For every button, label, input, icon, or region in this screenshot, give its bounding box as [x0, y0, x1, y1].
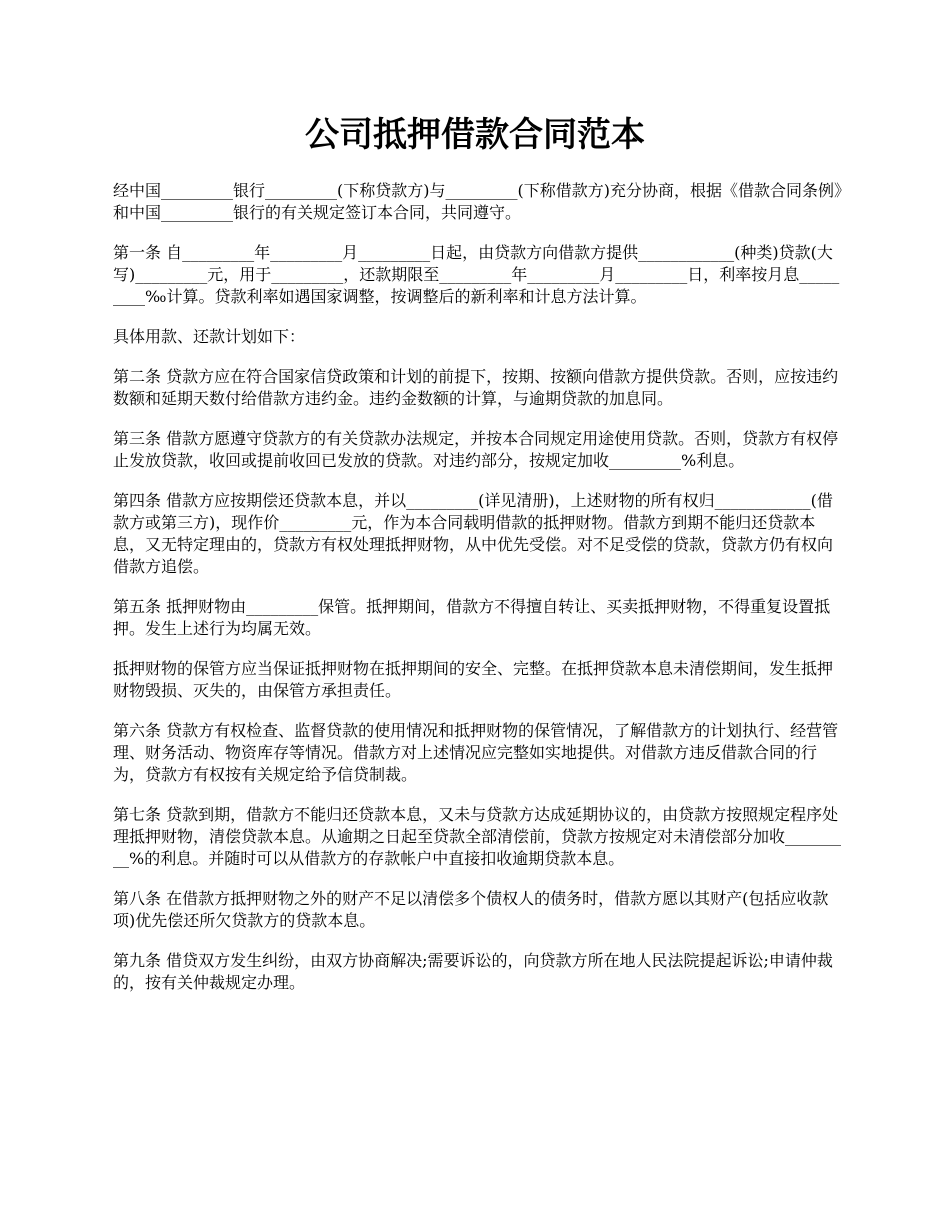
paragraph-article-4: 第四条 借款方应按期偿还贷款本息，并以_________(详见清册)，上述财物的所有权归____________(借款方或第三方)，现作价_________元，作为本合同载明借款的抵押财物。借款方到期不能归还贷款本息，又无特定理由的，贷款方有权处理抵押财物，从中优先受偿。对不足受偿的贷款，贷款方仍有权向借款方追偿。: [113, 491, 834, 576]
paragraph-article-6: 第六条 贷款方有权检查、监督贷款的使用情况和抵押财物的保管情况，了解借款方的计划执行、经营管理、财务活动、物资库存等情况。借款方对上述情况应完整如实地提供。对借款方违反借款合同的行为，贷款方有权按有关规定给予信贷制裁。: [113, 721, 839, 784]
paragraph-article-8: 第八条 在借款方抵押财物之外的财产不足以清偿多个债权人的债务时，借款方愿以其财产(包括应收款项)优先偿还所欠贷款方的贷款本息。: [113, 889, 829, 930]
paragraph-repayment-plan: 具体用款、还款计划如下：: [113, 327, 306, 346]
paragraph-article-5: 第五条 抵押财物由_________保管。抵押期间，借款方不得擅自转让、买卖抵押财物，不得重复设置抵押。发生上述行为均属无效。: [113, 597, 831, 638]
document-body: [113, 180, 843, 1012]
paragraph-article-1: 第一条 自_________年_________月_________日起，由贷款方向借款方提供____________(种类)贷款(大写)_________元，用于_________，还款期限至_________年_________月_________日，利率按月息_________‰计算。贷款利率如遇国家调整，按调整后的新利率和计息方法计算。: [113, 243, 840, 306]
paragraph-custodian-duty: 抵押财物的保管方应当保证抵押财物在抵押期间的安全、完整。在抵押贷款本息未清偿期间，发生抵押财物毁损、灭失的，由保管方承担责任。: [113, 659, 834, 700]
paragraph-article-7: 第七条 贷款到期，借款方不能归还贷款本息，又未与贷款方达成延期协议的，由贷款方按照规定程序处理抵押财物，清偿贷款本息。从逾期之日起至贷款全部清偿前，贷款方按规定对未清偿部分加收_________%的利息。并随时可以从借款方的存款帐户中直接扣收逾期贷款本息。: [113, 805, 842, 868]
paragraph-article-3: 第三条 借款方愿遵守贷款方的有关贷款办法规定，并按本合同规定用途使用贷款。否则，贷款方有权停止发放贷款，收回或提前收回已发放的贷款。对违约部分，按规定加收_________%利息。: [113, 429, 839, 470]
paragraph-preamble: 经中国_________银行_________(下称贷款方)与_________(下称借款方)充分协商，根据《借款合同条例》和中国_________银行的有关规定签订本合同，共同遵守。: [113, 181, 842, 222]
paragraph-article-2: 第二条 贷款方应在符合国家信贷政策和计划的前提下，按期、按额向借款方提供贷款。否则，应按违约数额和延期天数付给借款方违约金。违约金数额的计算，与逾期贷款的加息同。: [113, 367, 839, 408]
paragraph-article-9: 第九条 借贷双方发生纠纷，由双方协商解决;需要诉讼的，向贷款方所在地人民法院提起诉讼;申请仲裁的，按有关仲裁规定办理。: [113, 951, 833, 992]
document-title: 公司抵押借款合同范本: [305, 115, 645, 155]
